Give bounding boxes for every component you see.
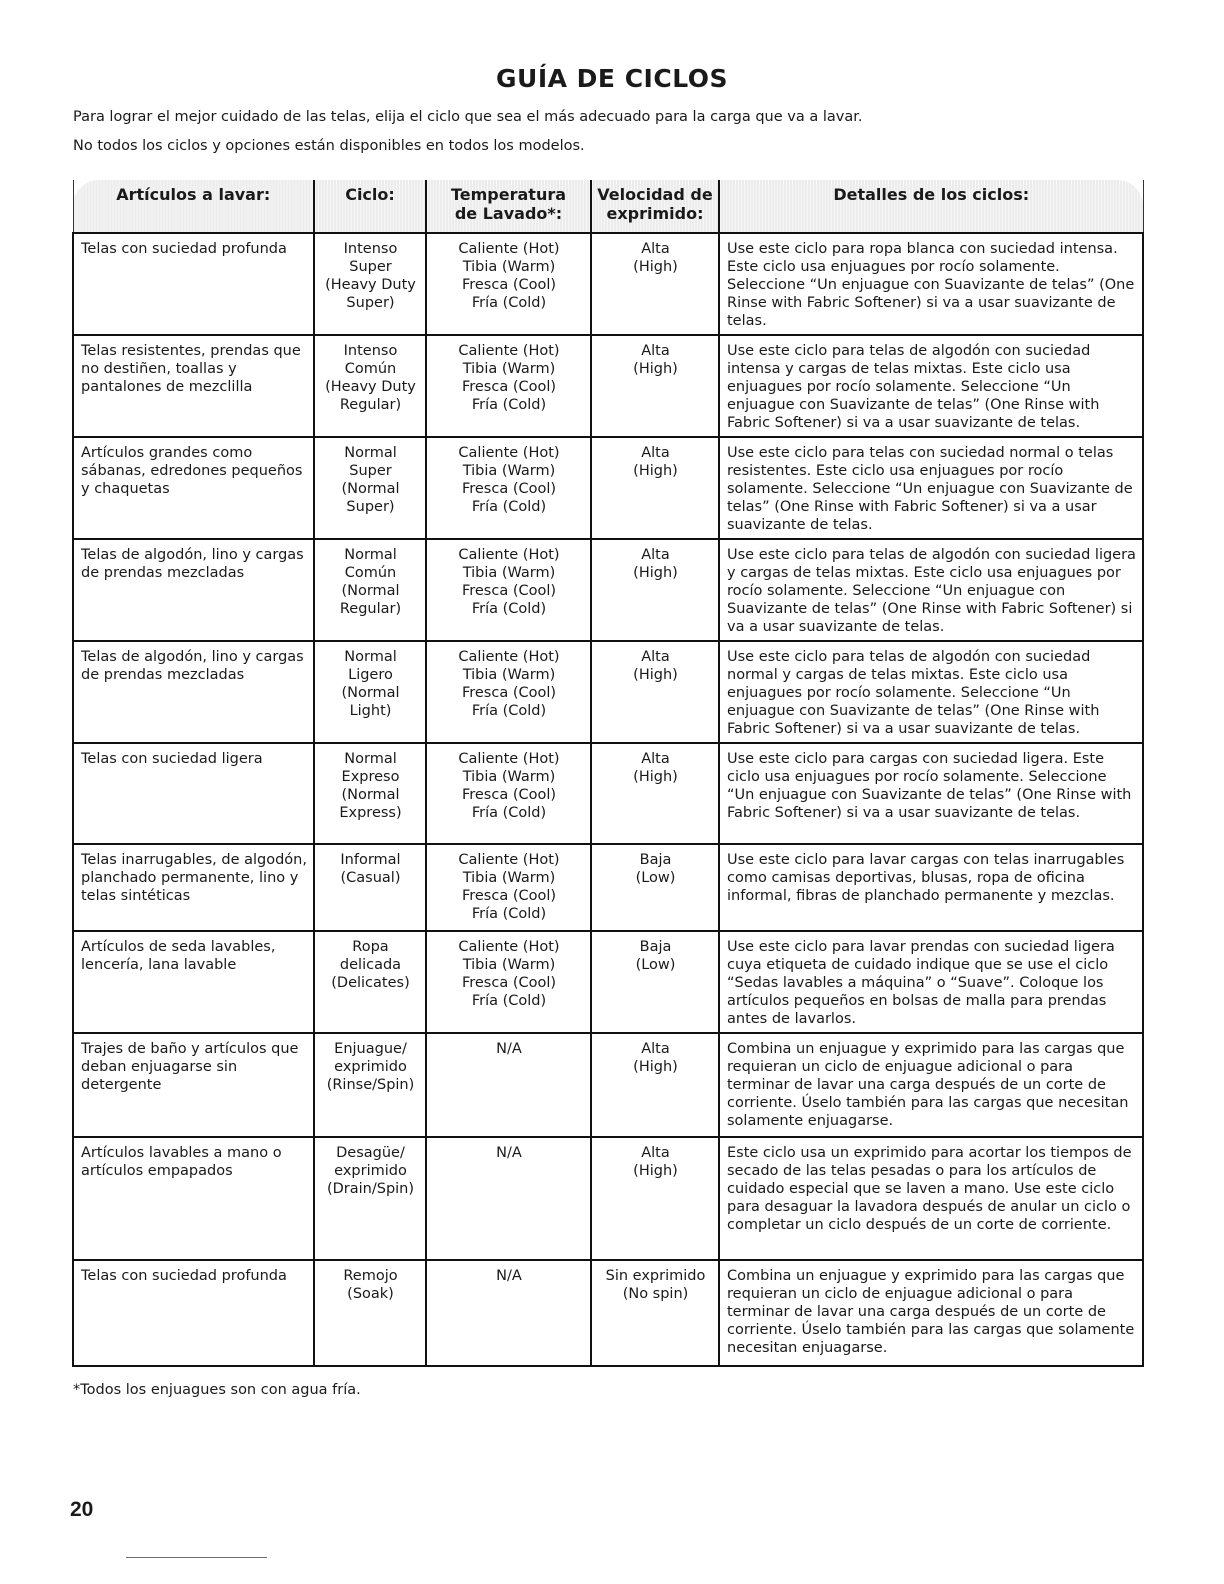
cell-temperature: N/A [426, 1260, 591, 1366]
cell-cycle: Intenso Super (Heavy Duty Super) [314, 233, 426, 335]
page-title: GUÍA DE CICLOS [496, 64, 728, 93]
bottom-rule [126, 1557, 267, 1558]
table-row [73, 233, 1143, 335]
cell-spin: Alta (High) [591, 1137, 719, 1260]
cell-temperature: Caliente (Hot) Tibia (Warm) Fresca (Cool) Fría (Cold) [426, 335, 591, 437]
cell-cycle: Normal Ligero (Normal Light) [314, 641, 426, 743]
cell-items: Telas de algodón, lino y cargas de prendas mezcladas [73, 641, 314, 743]
cell-items: Artículos grandes como sábanas, edredones pequeños y chaquetas [73, 437, 314, 539]
cell-items: Telas con suciedad ligera [73, 743, 314, 844]
cell-temperature: Caliente (Hot) Tibia (Warm) Fresca (Cool) Fría (Cold) [426, 641, 591, 743]
cell-cycle: Normal Común (Normal Regular) [314, 539, 426, 641]
cell-details: Use este ciclo para ropa blanca con suciedad intensa. Este ciclo usa enjuagues por rocío solamente. Seleccione “Un enjuague con Suavizante de telas” (One Rinse with Fabric Softener) si va a usar suavizante de telas. [719, 233, 1143, 335]
table-row [73, 641, 1143, 743]
table-row [73, 335, 1143, 437]
cell-details: Combina un enjuague y exprimido para las cargas que requieran un ciclo de enjuague adicional o para terminar de lavar una carga después de un corte de corriente. Úselo también para las cargas que solamente necesitan enjuagarse. [719, 1260, 1143, 1366]
cell-spin: Alta (High) [591, 743, 719, 844]
cell-cycle: Informal (Casual) [314, 844, 426, 931]
cell-items: Telas con suciedad profunda [73, 1260, 314, 1366]
intro-text: Para lograr el mejor cuidado de las telas, elija el ciclo que sea el más adecuado para la carga que va a lavar. [73, 109, 863, 125]
cell-details: Este ciclo usa un exprimido para acortar los tiempos de secado de las telas pesadas o para los artículos de cuidado especial que se laven a mano. Use este ciclo para desaguar la lavadora después de anular un ciclo o completar un ciclo después de un corte de corriente. [719, 1137, 1143, 1260]
table-row [73, 931, 1143, 1033]
cell-temperature: N/A [426, 1137, 591, 1260]
availability-note: No todos los ciclos y opciones están disponibles en todos los modelos. [73, 138, 585, 154]
table-row [73, 1137, 1143, 1260]
header-items: Artículos a lavar: [73, 180, 314, 233]
cell-cycle: Remojo (Soak) [314, 1260, 426, 1366]
cell-details: Use este ciclo para telas de algodón con suciedad intensa y cargas de telas mixtas. Este ciclo usa enjuagues por rocío solamente. Seleccione “Un enjuague con Suavizante de telas” (One Rinse with Fabric Softener) si va a usar suavizante de telas. [719, 335, 1143, 437]
cell-details: Combina un enjuague y exprimido para las cargas que requieran un ciclo de enjuague adicional o para terminar de lavar una carga después de un corte de corriente. Úselo también para las cargas que necesitan solamente enjuagarse. [719, 1033, 1143, 1137]
cell-temperature: Caliente (Hot) Tibia (Warm) Fresca (Cool) Fría (Cold) [426, 743, 591, 844]
cell-cycle: Ropa delicada (Delicates) [314, 931, 426, 1033]
header-temperature: Temperatura de Lavado*: [426, 180, 591, 233]
cell-spin: Sin exprimido (No spin) [591, 1260, 719, 1366]
cell-spin: Alta (High) [591, 539, 719, 641]
header-spin: Velocidad de exprimido: [591, 180, 719, 233]
cell-cycle: Intenso Común (Heavy Duty Regular) [314, 335, 426, 437]
cell-spin: Alta (High) [591, 641, 719, 743]
cell-details: Use este ciclo para telas de algodón con suciedad normal y cargas de telas mixtas. Este ciclo usa enjuagues por rocío solamente. Seleccione “Un enjuague con Suavizante de telas” (One Rinse with Fabric Softener) si va a usar suavizante de telas. [719, 641, 1143, 743]
table-row [73, 1033, 1143, 1137]
cell-cycle: Normal Super (Normal Super) [314, 437, 426, 539]
cell-cycle: Enjuague/ exprimido (Rinse/Spin) [314, 1033, 426, 1137]
header-details: Detalles de los ciclos: [719, 180, 1143, 233]
cell-items: Artículos lavables a mano o artículos empapados [73, 1137, 314, 1260]
cycle-guide-table [72, 180, 1144, 1367]
cell-cycle: Desagüe/ exprimido (Drain/Spin) [314, 1137, 426, 1260]
cell-temperature: Caliente (Hot) Tibia (Warm) Fresca (Cool) Fría (Cold) [426, 233, 591, 335]
cell-temperature: Caliente (Hot) Tibia (Warm) Fresca (Cool) Fría (Cold) [426, 931, 591, 1033]
cell-items: Telas resistentes, prendas que no destiñen, toallas y pantalones de mezclilla [73, 335, 314, 437]
cell-details: Use este ciclo para telas de algodón con suciedad ligera y cargas de telas mixtas. Este ciclo usa enjuagues por rocío solamente. Seleccione “Un enjuague con Suavizante de telas” (One Rinse with Fabric Softener) si va a usar suavizante de telas. [719, 539, 1143, 641]
table-row [73, 743, 1143, 844]
cell-items: Telas de algodón, lino y cargas de prendas mezcladas [73, 539, 314, 641]
table-row [73, 844, 1143, 931]
table-row [73, 539, 1143, 641]
cell-spin: Alta (High) [591, 437, 719, 539]
table-row [73, 1260, 1143, 1366]
cell-spin: Baja (Low) [591, 844, 719, 931]
cell-details: Use este ciclo para lavar prendas con suciedad ligera cuya etiqueta de cuidado indique que se use el ciclo “Sedas lavables a máquina” o “Suave”. Coloque los artículos pequeños en bolsas de malla para prendas antes de lavarlos. [719, 931, 1143, 1033]
table-header-row [73, 180, 1143, 233]
cell-items: Artículos de seda lavables, lencería, lana lavable [73, 931, 314, 1033]
cell-items: Trajes de baño y artículos que deban enjuagarse sin detergente [73, 1033, 314, 1137]
cell-items: Telas con suciedad profunda [73, 233, 314, 335]
cell-items: Telas inarrugables, de algodón, planchado permanente, lino y telas sintéticas [73, 844, 314, 931]
cell-temperature: Caliente (Hot) Tibia (Warm) Fresca (Cool) Fría (Cold) [426, 437, 591, 539]
cell-spin: Alta (High) [591, 335, 719, 437]
cell-spin: Alta (High) [591, 1033, 719, 1137]
cell-details: Use este ciclo para cargas con suciedad ligera. Este ciclo usa enjuagues por rocío solamente. Seleccione “Un enjuague con Suavizante de telas” (One Rinse with Fabric Softener) si va a usar suavizante de telas. [719, 743, 1143, 844]
cell-details: Use este ciclo para lavar cargas con telas inarrugables como camisas deportivas, blusas, ropa de oficina informal, fibras de planchado permanente y mezclas. [719, 844, 1143, 931]
cell-cycle: Normal Expreso (Normal Express) [314, 743, 426, 844]
header-cycle: Ciclo: [314, 180, 426, 233]
table-body [73, 233, 1143, 1366]
cell-spin: Baja (Low) [591, 931, 719, 1033]
cell-temperature: N/A [426, 1033, 591, 1137]
cell-temperature: Caliente (Hot) Tibia (Warm) Fresca (Cool) Fría (Cold) [426, 844, 591, 931]
cell-details: Use este ciclo para telas con suciedad normal o telas resistentes. Este ciclo usa enjuagues por rocío solamente. Seleccione “Un enjuague con Suavizante de telas” (One Rinse with Fabric Softener) si va a usar suavizante de telas. [719, 437, 1143, 539]
table-row [73, 437, 1143, 539]
cell-temperature: Caliente (Hot) Tibia (Warm) Fresca (Cool) Fría (Cold) [426, 539, 591, 641]
footnote: *Todos los enjuagues son con agua fría. [73, 1382, 361, 1398]
page-number: 20 [70, 1498, 94, 1521]
cell-spin: Alta (High) [591, 233, 719, 335]
